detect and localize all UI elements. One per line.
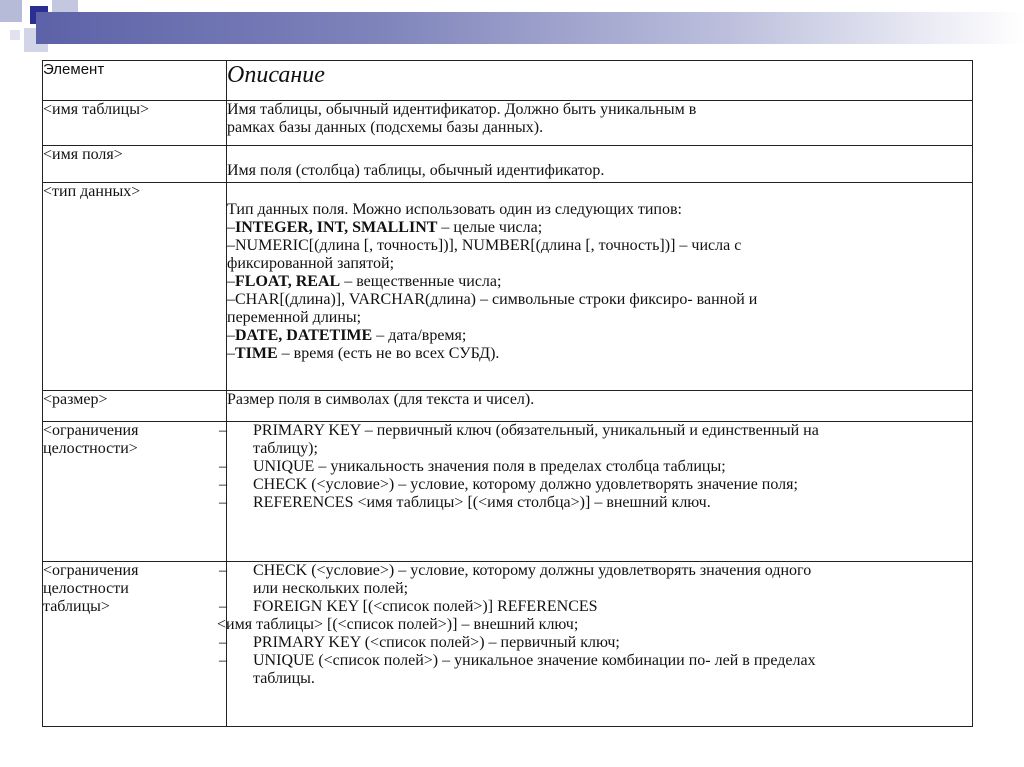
type-text: CHAR[(длина)], VARCHAR(длина) – символьные строки фиксиро- ванной и — [235, 291, 758, 308]
description-line: рамках базы данных (подсхемы базы данных). — [227, 119, 544, 136]
element-name: <имя таблицы> — [43, 101, 149, 118]
dash-bullet: – — [219, 562, 227, 579]
item-line: UNIQUE – уникальность значения поля в пределах столбца таблицы; — [253, 458, 726, 475]
element-name: целостности> — [43, 440, 138, 457]
list-item — [217, 616, 972, 634]
type-text: – дата/время; — [372, 327, 467, 344]
item-line: PRIMARY KEY (<список полей>) – первичный ключ; — [253, 634, 620, 651]
list-item — [221, 458, 972, 476]
list-item — [221, 652, 972, 688]
element-name: <тип данных> — [43, 183, 141, 200]
table-row — [43, 422, 973, 562]
type-prefix: – — [227, 327, 235, 344]
constraint-list — [219, 422, 972, 512]
type-text: переменной длины; — [227, 309, 362, 326]
type-line — [227, 327, 972, 345]
type-line — [227, 291, 972, 309]
item-line: таблицы. — [253, 670, 315, 687]
type-keyword: INTEGER, INT, SMALLINT — [235, 219, 438, 236]
table-row — [43, 146, 973, 183]
type-intro: Тип данных поля. Можно использовать один из следующих типов: — [227, 201, 682, 218]
type-prefix: – — [227, 273, 235, 290]
type-line — [227, 273, 972, 291]
list-item — [221, 476, 972, 494]
item-line: или нескольких полей; — [253, 580, 409, 597]
dash-bullet: – — [219, 598, 227, 615]
element-cell — [43, 183, 227, 391]
type-line — [227, 309, 972, 327]
type-prefix: – — [227, 237, 235, 254]
item-line: FOREIGN KEY [(<список полей>)] REFERENCES — [253, 598, 598, 615]
type-keyword: FLOAT, REAL — [235, 273, 341, 290]
type-keyword: TIME — [235, 345, 278, 362]
item-line: CHECK (<условие>) – условие, которому должны удовлетворять значения одного — [253, 562, 812, 579]
table-row — [43, 183, 973, 391]
element-name: таблицы> — [43, 598, 110, 615]
description-cell — [219, 422, 973, 562]
type-line — [227, 237, 972, 255]
element-cell — [43, 101, 227, 146]
type-prefix: – — [227, 219, 235, 236]
description-line: Имя таблицы, обычный идентификатор. Должно быть уникальным в — [227, 101, 697, 118]
description-line: Размер поля в символах (для текста и чисел). — [227, 391, 535, 408]
decorative-square — [0, 0, 22, 22]
type-prefix: – — [227, 291, 235, 308]
element-cell — [43, 562, 227, 727]
type-keyword: DATE, DATETIME — [235, 327, 373, 344]
item-line: REFERENCES <имя таблицы> [(<имя столбца>)] – внешний ключ. — [253, 494, 711, 511]
item-line: таблицу); — [253, 440, 318, 457]
header-element — [43, 61, 227, 101]
description-line: Имя поля (столбца) таблицы, обычный идентификатор. — [227, 162, 605, 179]
description-cell — [227, 183, 973, 391]
type-text: фиксированной запятой; — [227, 255, 395, 272]
header-description — [227, 61, 973, 101]
list-item — [221, 634, 972, 652]
type-text: – время (есть не во всех СУБД). — [277, 345, 500, 362]
list-item — [221, 562, 972, 598]
table-row — [43, 562, 973, 727]
dash-bullet: – — [219, 652, 227, 669]
header-description-label: Описание — [227, 62, 325, 88]
element-name: <размер> — [43, 391, 108, 408]
type-text: – вещественные числа; — [340, 273, 502, 290]
description-cell — [227, 101, 973, 146]
type-line — [227, 255, 972, 273]
description-cell — [217, 562, 973, 727]
item-line: <имя таблицы> [(<список полей>)] – внешний ключ; — [217, 616, 579, 633]
list-item — [221, 494, 972, 512]
list-item — [221, 422, 972, 458]
type-text: – целые числа; — [437, 219, 543, 236]
table-header-row — [43, 61, 973, 101]
element-cell — [43, 146, 227, 183]
dash-bullet: – — [219, 634, 227, 651]
dash-bullet: – — [219, 458, 227, 475]
element-name: <ограничения — [43, 422, 139, 439]
element-cell — [43, 422, 227, 562]
type-line — [227, 219, 972, 237]
item-line: CHECK (<условие>) – условие, которому должно удовлетворять значение поля; — [253, 476, 798, 493]
table-row — [43, 391, 973, 422]
description-table — [42, 60, 973, 727]
type-line — [227, 345, 972, 363]
description-cell — [227, 391, 973, 422]
element-name: <имя поля> — [43, 146, 123, 163]
header-gradient-band — [36, 12, 1024, 44]
list-item — [221, 598, 972, 616]
type-text: NUMERIC[(длина [, точность])], NUMBER[(длина [, точность])] – числа с — [235, 237, 742, 254]
item-line: UNIQUE (<список полей>) – уникальное значение комбинации по- лей в пределах — [253, 652, 816, 669]
item-line: PRIMARY KEY – первичный ключ (обязательный, уникальный и единственный на — [253, 422, 819, 439]
element-name: целостности — [43, 580, 129, 597]
header-element-label: Элемент — [43, 61, 105, 78]
type-prefix: – — [227, 345, 235, 362]
decorative-square — [10, 30, 20, 40]
table-constraint-list — [217, 562, 972, 688]
dash-bullet: – — [219, 476, 227, 493]
dash-bullet: – — [219, 422, 227, 439]
dash-bullet: – — [219, 494, 227, 511]
description-cell — [227, 146, 973, 183]
table-row — [43, 101, 973, 146]
element-name: <ограничения — [43, 562, 139, 579]
element-cell — [43, 391, 227, 422]
